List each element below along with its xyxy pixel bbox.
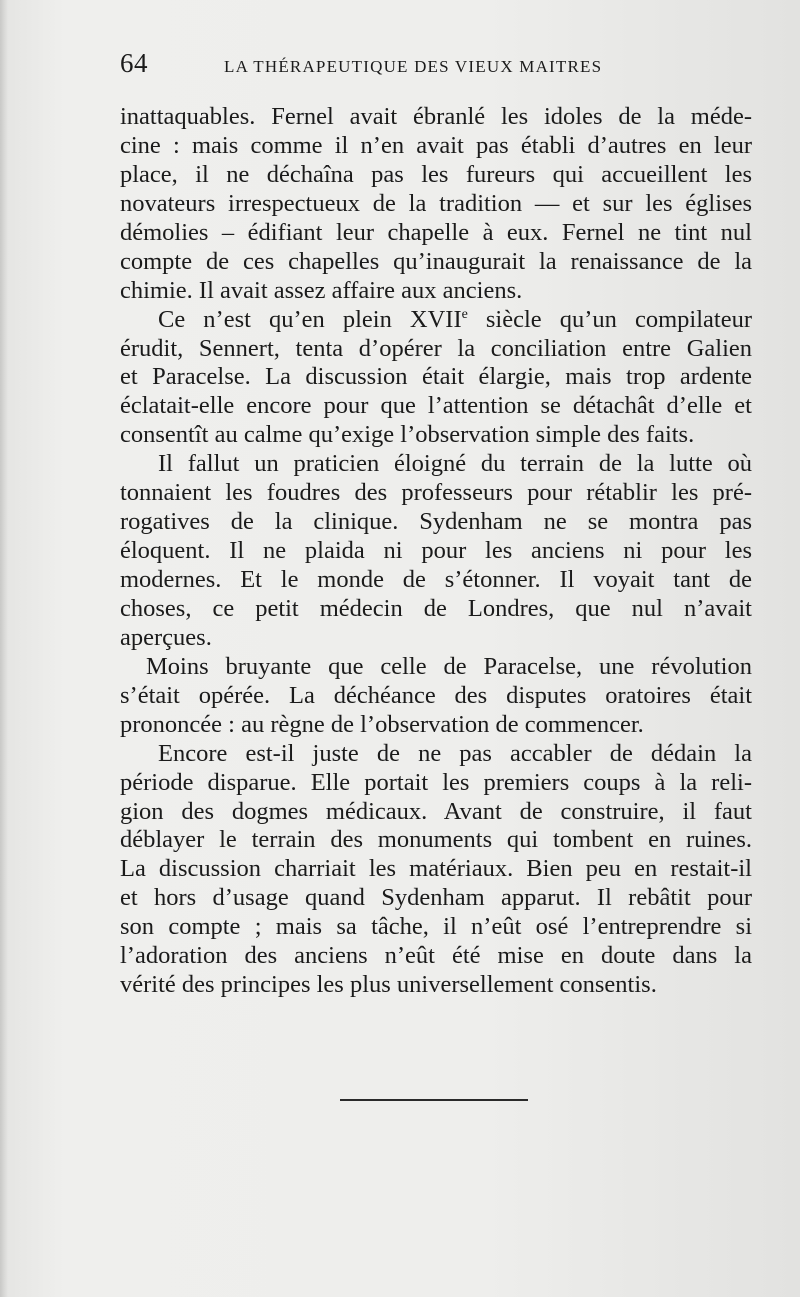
text-line: éloquent. Il ne plaida ni pour les anciens ni pour les bbox=[120, 537, 752, 565]
page-edge-shadow bbox=[0, 0, 8, 1297]
text-fragment: siècle qu’un compilateur bbox=[467, 305, 752, 333]
text-line: compte de ces chapelles qu’inaugurait la renaissance de la bbox=[120, 247, 752, 275]
text-line: cine : mais comme il n’en avait pas établi d’autres en leur bbox=[120, 131, 752, 159]
superscript: e bbox=[461, 306, 468, 322]
text-line: tonnaient les foudres des professeurs pour rétablir les pré- bbox=[120, 479, 752, 507]
text-line-paragraph-start: Encore est-il juste de ne pas accabler de dédain la bbox=[158, 739, 752, 767]
text-line: son compte ; mais sa tâche, il n’eût osé l’entreprendre si bbox=[120, 913, 752, 941]
text-line: période disparue. Elle portait les premiers coups à la reli- bbox=[120, 768, 752, 796]
text-line: démolies – édifiant leur chapelle à eux. Fernel ne tint nul bbox=[120, 218, 752, 246]
text-line: place, il ne déchaîna pas les fureurs qui accueillent les bbox=[120, 160, 752, 188]
text-line: et Paracelse. La discussion était élargie, mais trop ardente bbox=[120, 363, 752, 391]
text-line: s’était opérée. La déchéance des disputes oratoires était bbox=[120, 681, 752, 709]
text-line: rogatives de la clinique. Sydenham ne se montra pas bbox=[120, 508, 752, 536]
text-line: chimie. Il avait assez affaire aux anciens. bbox=[120, 276, 523, 304]
body-text bbox=[120, 103, 752, 1000]
text-line: modernes. Et le monde de s’étonner. Il voyait tant de bbox=[120, 566, 752, 593]
text-line: l’adoration des anciens n’eût été mise en doute dans la bbox=[120, 942, 752, 970]
running-head: LA THÉRAPEUTIQUE DES VIEUX MAITRES bbox=[224, 57, 603, 76]
text-line: inattaquables. Fernel avait ébranlé les idoles de la méde- bbox=[120, 103, 752, 130]
text-line-paragraph-start bbox=[120, 306, 752, 335]
text-line: gion des dogmes médicaux. Avant de construire, il faut bbox=[120, 797, 752, 825]
text-line: consentît au calme qu’exige l’observation simple des faits. bbox=[120, 421, 695, 449]
text-line-paragraph-start: Il fallut un praticien éloigné du terrain de la lutte où bbox=[158, 450, 752, 478]
text-line: déblayer le terrain des monuments qui tombent en ruines. bbox=[120, 826, 752, 854]
text-line: vérité des principes les plus universellement consentis. bbox=[120, 971, 657, 999]
text-line: aperçues. bbox=[120, 623, 212, 651]
text-line: éclatait-elle encore pour que l’attention se détachât d’elle et bbox=[120, 392, 752, 420]
section-end-rule bbox=[340, 1099, 528, 1101]
text-fragment: Ce n’est qu’en plein XVII bbox=[158, 305, 462, 333]
text-line: novateurs irrespectueux de la tradition — et sur les églises bbox=[120, 189, 752, 217]
page-header bbox=[120, 48, 752, 88]
text-line-paragraph-start: Moins bruyante que celle de Paracelse, une révolution bbox=[146, 652, 752, 680]
page-number: 64 bbox=[120, 48, 148, 78]
text-line: prononcée : au règne de l’observation de commencer. bbox=[120, 710, 644, 738]
text-line: érudit, Sennert, tenta d’opérer la conciliation entre Galien bbox=[120, 334, 752, 362]
text-line: La discussion charriait les matériaux. Bien peu en restait-il bbox=[120, 855, 752, 883]
text-line: et hors d’usage quand Sydenham apparut. Il rebâtit pour bbox=[120, 884, 752, 912]
text-line: choses, ce petit médecin de Londres, que nul n’avait bbox=[120, 594, 752, 622]
